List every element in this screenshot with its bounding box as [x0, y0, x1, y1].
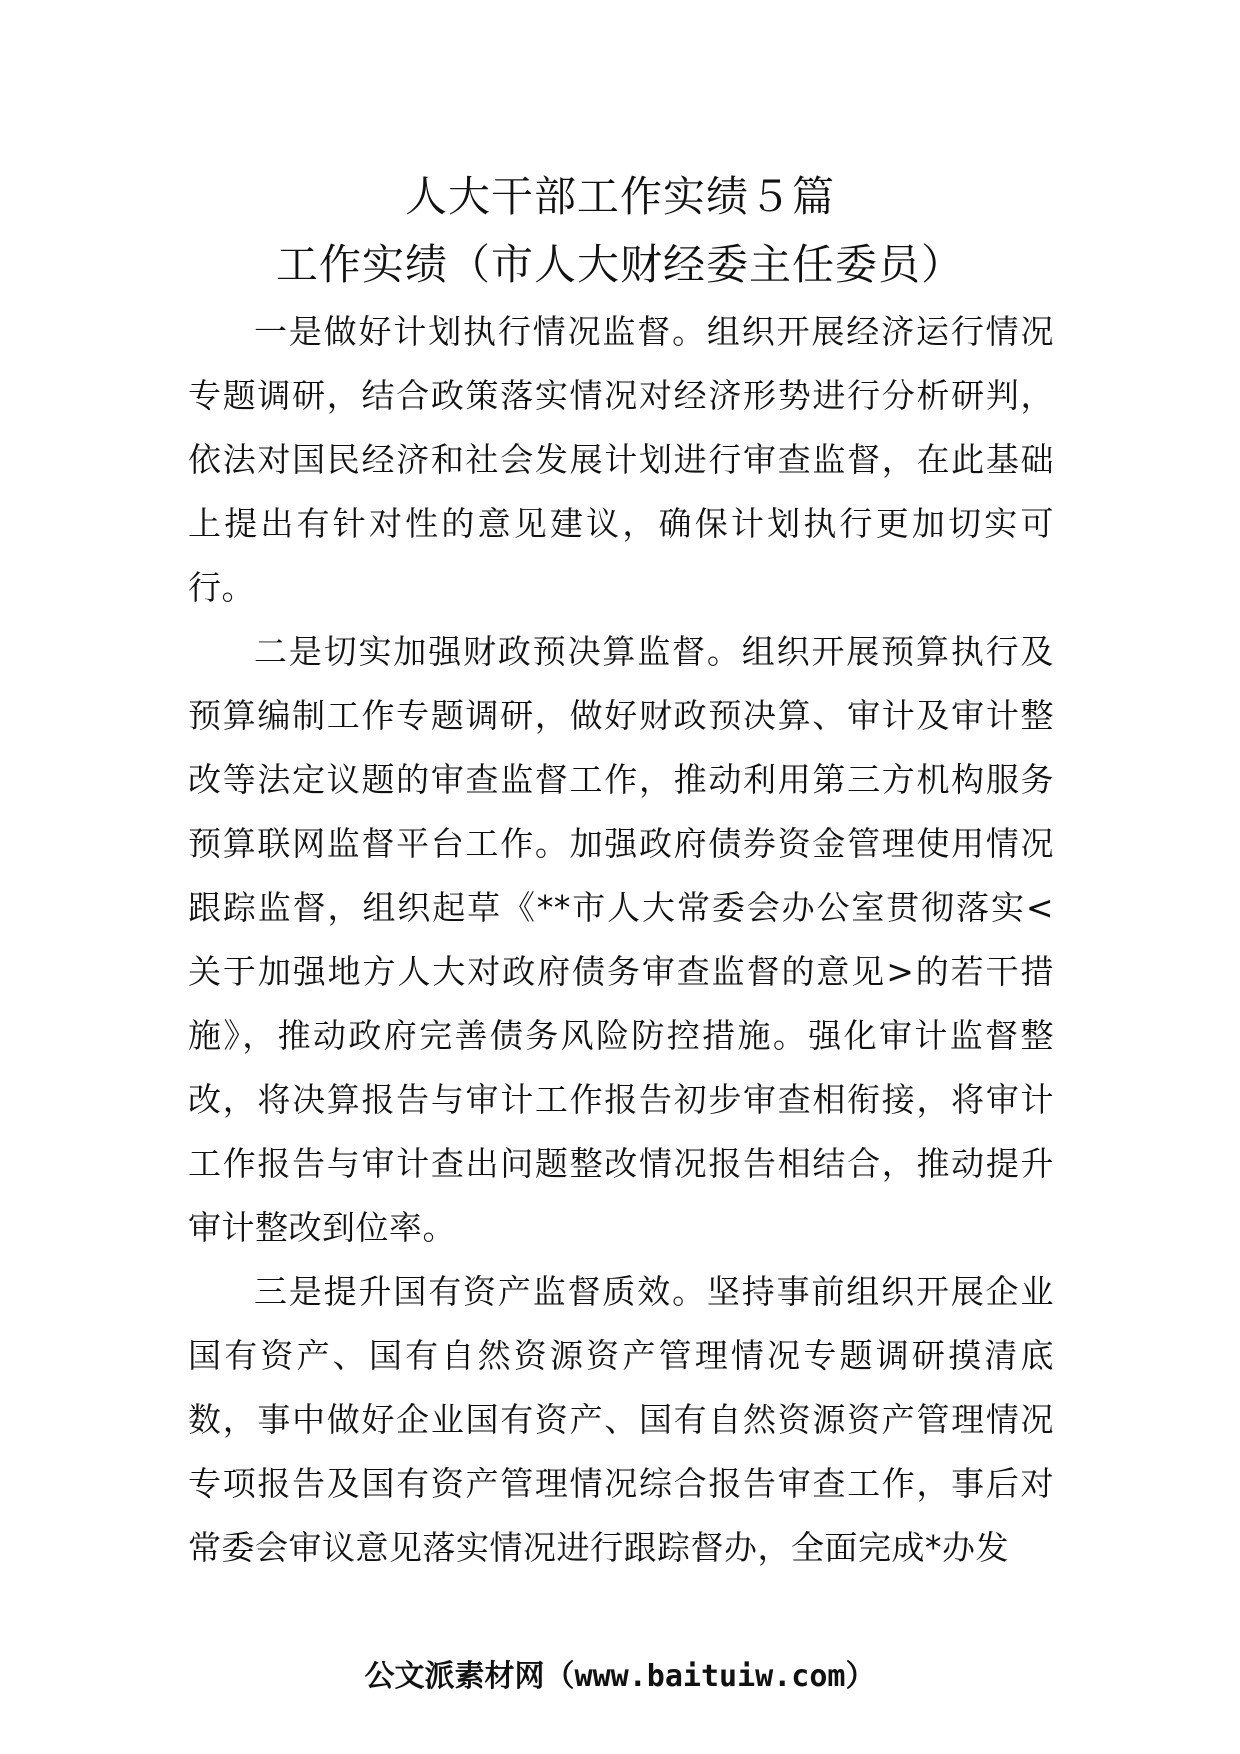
paragraph-budget-supervision: 二是切实加强财政预决算监督。组织开展预算执行及预算编制工作专题调研，做好财政预决算、审计及审计整改等法定议题的审查监督工作，推动利用第三方机构服务预算联网监督平台工作。加强政府债券资金管理使用情况跟踪监督，组织起草《**市人大常委会办公室贯彻落实<关于加强地方人大对政府债务审查监督的意见>的若干措施》，推动政府完善债务风险防控措施。强化审计监督整改，将决算报告与审计工作报告初步审查相衔接，将审计工作报告与审计查出问题整改情况报告相结合，推动提升审计整改到位率。: [188, 632, 1054, 1247]
paragraph-plan-supervision: 一是做好计划执行情况监督。组织开展经济运行情况专题调研，结合政策落实情况对经济形势进行分析研判，依法对国民经济和社会发展计划进行审查监督，在此基础上提出有针对性的意见建议，确保计划执行更加切实可行。: [188, 312, 1054, 607]
paragraph-state-assets-supervision: 三是提升国有资产监督质效。坚持事前组织开展企业国有资产、国有自然资源资产管理情况专题调研摸清底数，事中做好企业国有资产、国有自然资源资产管理情况专项报告及国有资产管理情况综合报告审查工作，事后对常委会审议意见落实情况进行跟踪督办，全面完成*办发: [188, 1272, 1054, 1567]
document-title: 人大干部工作实绩５篇: [404, 172, 835, 221]
document-subtitle: 工作实绩（市人大财经委主任委员）: [275, 240, 964, 289]
footer-site-name: 公文派素材网（: [364, 1659, 575, 1694]
page-footer: [0, 1659, 1240, 1694]
document-body: [188, 300, 1054, 1580]
footer-site-url: www.baituiw.com: [574, 1659, 846, 1694]
footer-close-paren: ）: [845, 1659, 876, 1694]
